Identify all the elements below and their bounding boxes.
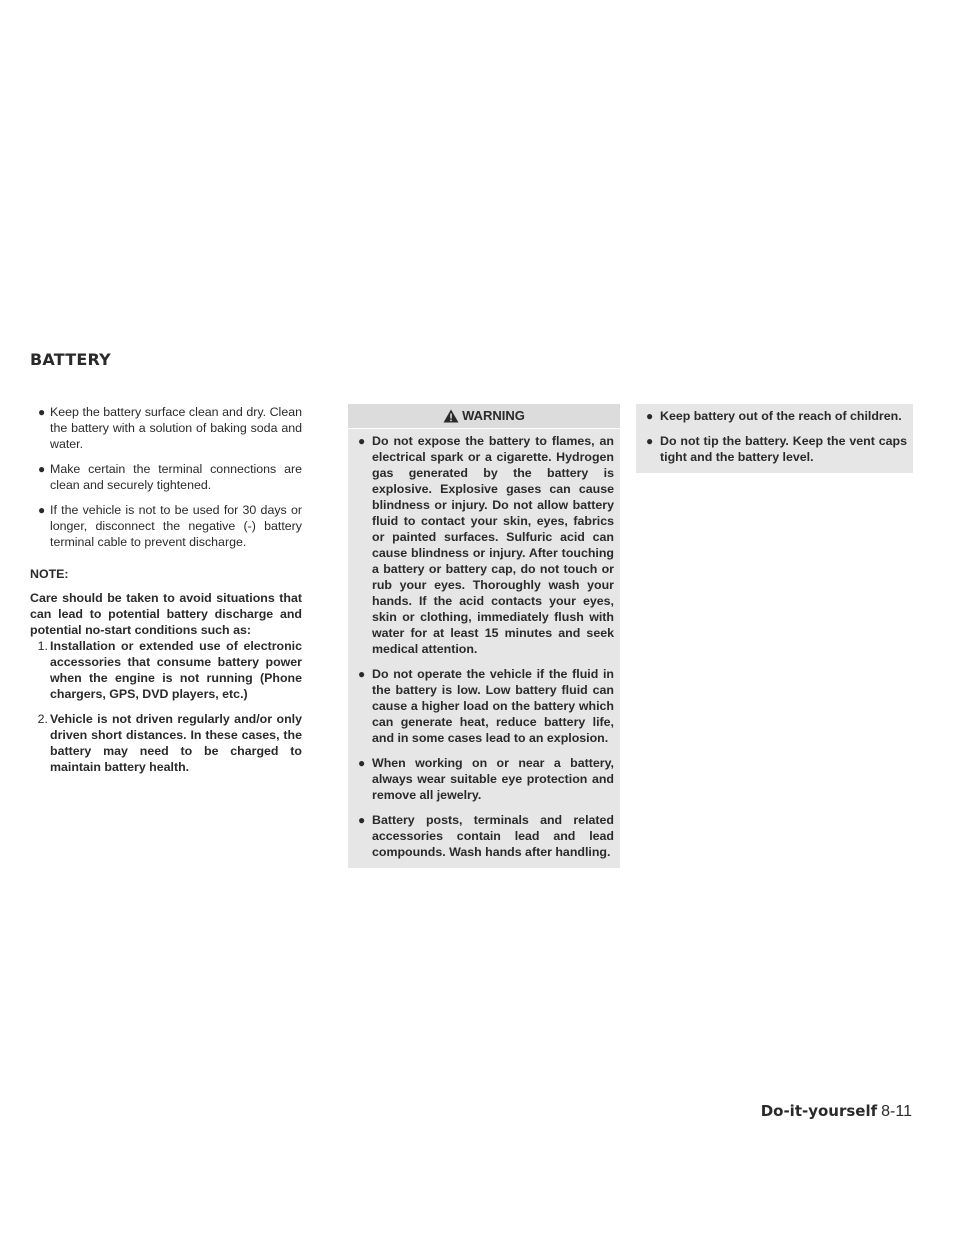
- bullet-icon: ●: [38, 503, 46, 517]
- warning-item: ● Keep battery out of the reach of children.: [646, 409, 902, 423]
- warning-column: [348, 404, 620, 868]
- bullet-icon: ●: [358, 813, 366, 827]
- list-item: ● If the vehicle is not to be used for 30 days or longer, disconnect the negative (-) battery terminal cable to prevent discharge.: [38, 503, 302, 549]
- page-number: 8-11: [881, 1103, 912, 1120]
- left-column: [30, 404, 302, 784]
- bullet-icon: ●: [38, 405, 46, 419]
- bullet-icon: ●: [38, 462, 46, 476]
- warning-item: ● Battery posts, terminals and related accessories contain lead and lead compounds. Wash hands after handling.: [358, 813, 614, 859]
- right-column: [636, 404, 913, 473]
- bullet-icon: ●: [646, 434, 654, 448]
- note-body: Care should be taken to avoid situations that can lead to potential battery discharge and potential no-start conditions such as:: [30, 591, 302, 637]
- warning-continued-box: [636, 404, 913, 473]
- bullet-icon: ●: [358, 756, 366, 770]
- warning-box: [348, 404, 620, 868]
- warning-title: WARNING: [462, 408, 525, 423]
- page-footer: [761, 1102, 912, 1121]
- list-item: ● Make certain the terminal connections are clean and securely tightened.: [38, 462, 302, 492]
- warning-triangle-icon: [443, 409, 459, 423]
- bullet-icon: ●: [646, 409, 654, 423]
- warning-item: ● When working on or near a battery, always wear suitable eye protection and remove all jewelry.: [358, 756, 614, 802]
- warning-item: ● Do not operate the vehicle if the fluid in the battery is low. Low battery fluid can cause a higher load on the battery which can generate heat, reduce battery life, and in some cases lead to an explosion.: [358, 667, 614, 745]
- bullet-icon: ●: [358, 434, 366, 448]
- numbered-item: 2. Vehicle is not driven regularly and/or only driven short distances. In these cases, the battery may need to be charged to maintain battery health.: [37, 712, 302, 774]
- warning-header: [348, 404, 620, 429]
- warning-item: ● Do not tip the battery. Keep the vent caps tight and the battery level.: [646, 434, 907, 464]
- numbered-item: 1. Installation or extended use of electronic accessories that consume battery power when the engine is not running (Phone chargers, GPS, DVD players, etc.): [37, 639, 302, 701]
- section-title: BATTERY: [30, 350, 111, 369]
- chapter-name: Do-it-yourself: [760, 1102, 878, 1120]
- note-label: NOTE:: [30, 567, 69, 581]
- warning-item: ● Do not expose the battery to flames, an electrical spark or a cigarette. Hydrogen gas generated by the battery is explosive. Explosive gases can cause blindness or injury. Do not allow battery fluid to contact your skin, eyes, fabrics or painted surfaces. Sulfuric acid can cause blindness or injury. After touching a battery or battery cap, do not touch or rub your eyes. Thoroughly wash your hands. If the acid contacts your eyes, skin or clothing, immediately flush with water for at least 15 minutes and seek medical attention.: [358, 434, 614, 656]
- bullet-icon: ●: [358, 667, 366, 681]
- list-item: ● Keep the battery surface clean and dry. Clean the battery with a solution of baking soda and water.: [38, 405, 302, 451]
